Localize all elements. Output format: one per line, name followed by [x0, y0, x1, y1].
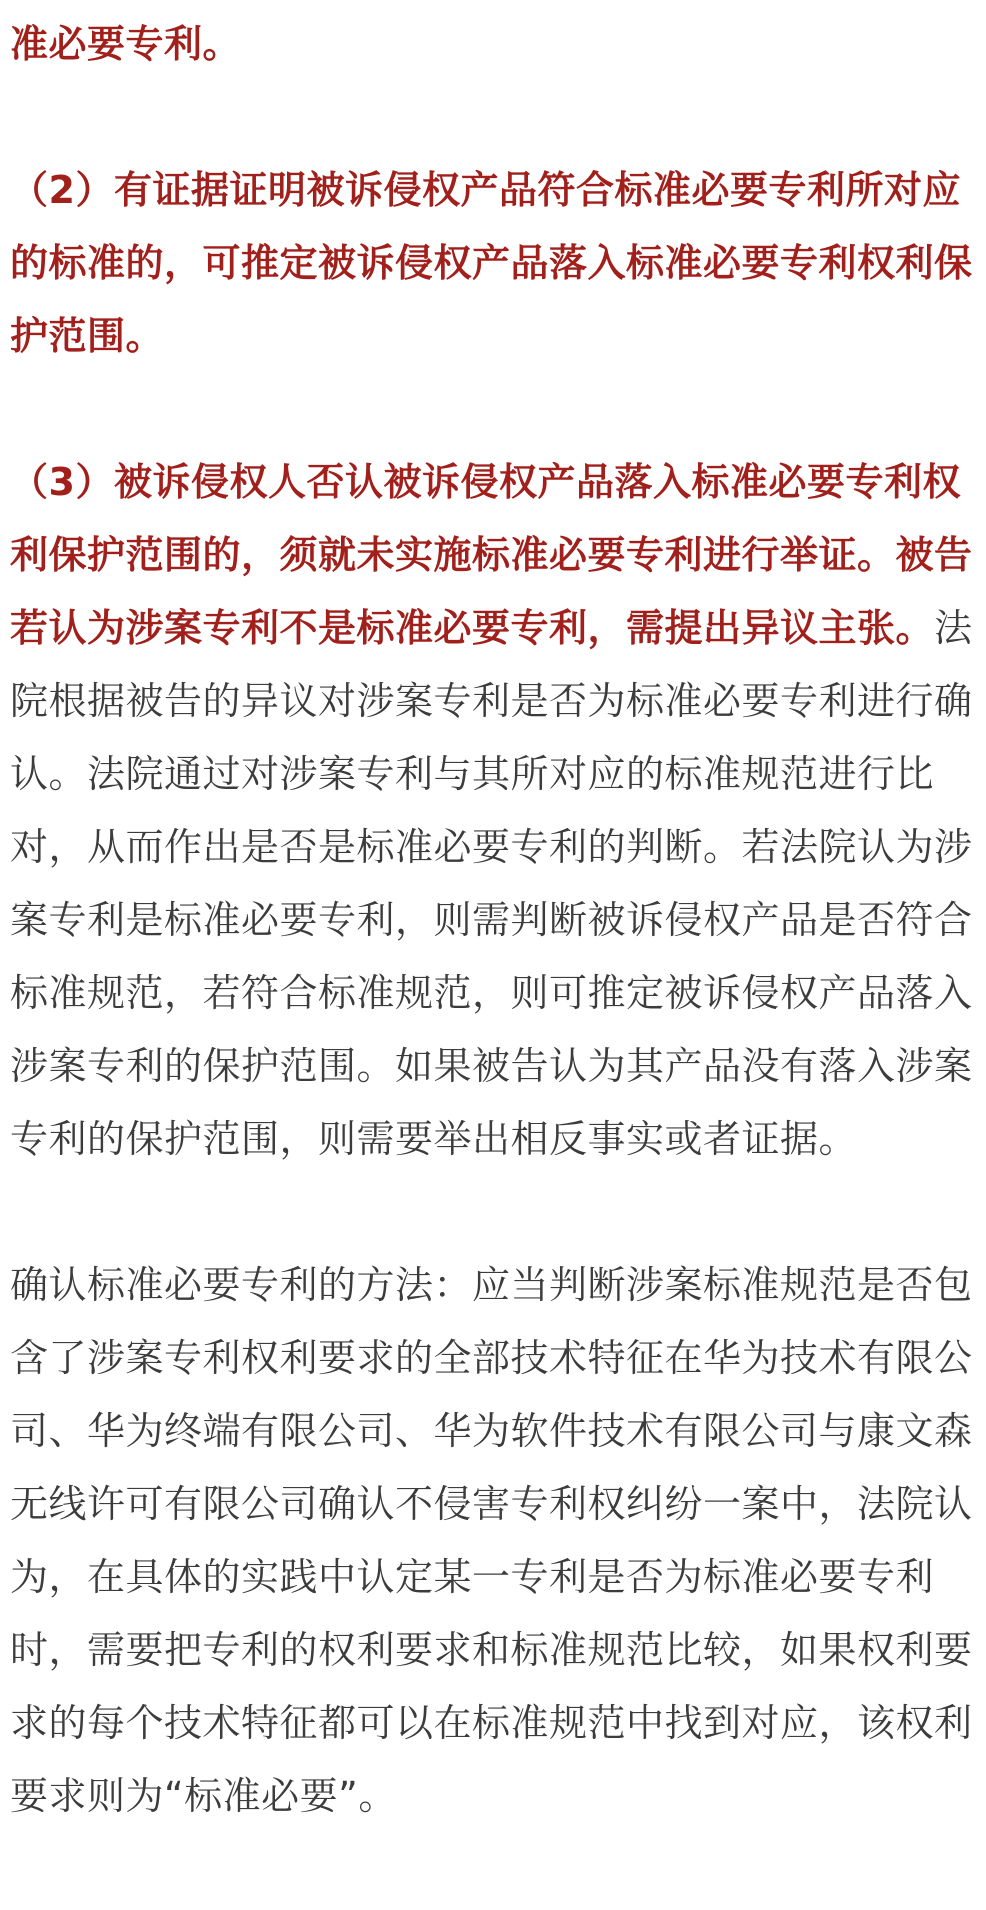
paragraph-gap	[10, 81, 978, 154]
paragraph-4: 确认标准必要专利的方法：应当判断涉案标准规范是否包含了涉案专利权利要求的全部技术特征在华为技术有限公司、华为终端有限公司、华为软件技术有限公司与康文森无线许可有限公司确认不侵害专利权纠纷一案中，法院认为，在具体的实践中认定某一专利是否为标准必要专利时，需要把专利的权利要求和标准规范比较，如果权利要求的每个技术特征都可以在标准规范中找到对应，该权利要求则为“标准必要”。	[10, 1263, 973, 1818]
paragraph-3	[10, 446, 978, 1176]
paragraph-gap	[10, 373, 978, 446]
paragraph-gap	[10, 1176, 978, 1249]
paragraph-3-body: 法院根据被告的异议对涉案专利是否为标准必要专利进行确认。法院通过对涉案专利与其所对应的标准规范进行比对，从而作出是否是标准必要专利的判断。若法院认为涉案专利是标准必要专利，则需判断被诉侵权产品是否符合标准规范，若符合标准规范，则可推定被诉侵权产品落入涉案专利的保护范围。如果被告认为其产品没有落入涉案专利的保护范围，则需要举出相反事实或者证据。	[10, 606, 973, 1161]
paragraph-1-tail: 准必要专利。	[10, 22, 242, 66]
paragraph-2: （2）有证据证明被诉侵权产品符合标准必要专利所对应的标准的，可推定被诉侵权产品落入标准必要专利权利保护范围。	[10, 168, 973, 358]
paragraph-3-emphasis: （3）被诉侵权人否认被诉侵权产品落入标准必要专利权利保护范围的，须就未实施标准必要专利进行举证。被告若认为涉案专利不是标准必要专利，需提出异议主张。	[10, 460, 973, 650]
